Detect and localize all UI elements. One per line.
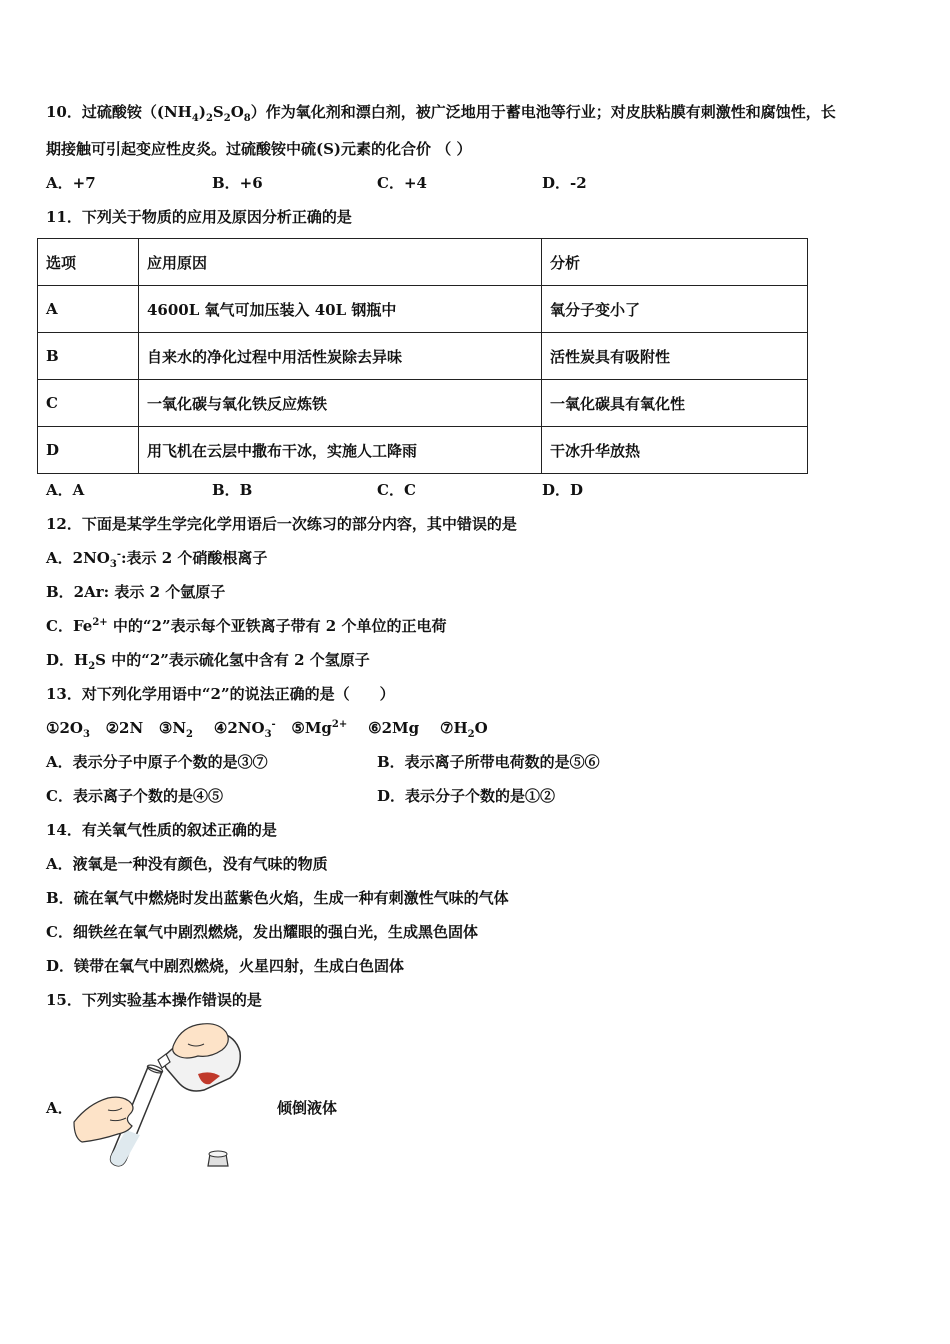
q13-items [46, 718, 488, 738]
q13-stem: 13．对下列化学用语中“2”的说法正确的是（ ） [46, 685, 395, 703]
q12-stem: 12．下面是某学生学完化学用语后一次练习的部分内容，其中错误的是 [46, 515, 517, 533]
q10-stem-line1: 10．过硫酸铵$((NH_4)_2S_2O_8)$作为氧化剂和漂白剂，被广泛地用于蓄电池等行业；对皮肤粘膜有刺激性和腐蚀性，长 [46, 103, 836, 124]
table-cell: D [38, 427, 139, 474]
q10-option-a: A．+7 [46, 174, 96, 192]
table-row [38, 380, 808, 427]
q13-option-a: A．表示分子中原子个数的是③⑦ [46, 753, 268, 771]
table-cell: 活性炭具有吸附性 [542, 333, 808, 380]
q13-item-2: ②2N [105, 719, 144, 737]
q13-option-d: D．表示分子个数的是①② [377, 787, 556, 805]
table-row [38, 333, 808, 380]
table-header-cell: 应用原因 [139, 239, 542, 286]
table-cell: 一氧化碳具有氧化性 [542, 380, 808, 427]
q11-option-b: B．B [212, 481, 253, 499]
table-header-cell: 分析 [542, 239, 808, 286]
q12-option-d: D．$H_2S$ 中的“2”表示硫化氢中含有 2 个氢原子 [46, 651, 370, 672]
q14-option-c: C．细铁丝在氧气中剧烈燃烧，发出耀眼的强白光，生成黑色固体 [46, 923, 478, 941]
q13-item-5: $⑤Mg^{2+}$ [291, 719, 348, 737]
q13-item-7: $⑦H_2O$ [440, 719, 488, 740]
table-cell: 用飞机在云层中撒布干冰，实施人工降雨 [139, 427, 542, 474]
table-header-cell: 选项 [38, 239, 139, 286]
q12-option-c: C．$Fe^{2+}$ 中的“2”表示每个亚铁离子带有 2 个单位的正电荷 [46, 617, 447, 635]
table-cell: 氧分子变小了 [542, 286, 808, 333]
table-cell: 自来水的净化过程中用活性炭除去异味 [139, 333, 542, 380]
table-row [38, 427, 808, 474]
q13-item-1: $①2O_3$ [46, 719, 90, 740]
table-row [38, 286, 808, 333]
q15-stem: 15．下列实验基本操作错误的是 [46, 991, 262, 1009]
table-cell: A [38, 286, 139, 333]
q11-option-d: D．D [542, 481, 584, 499]
q13-option-b: B．表示离子所带电荷数的是⑤⑥ [377, 753, 600, 771]
q14-option-b: B．硫在氧气中燃烧时发出蓝紫色火焰，生成一种有刺激性气味的气体 [46, 889, 509, 907]
q11-option-c: C．C [377, 481, 416, 499]
q14-stem: 14．有关氧气性质的叙述正确的是 [46, 821, 277, 839]
q13-item-4: $④2NO_3^-$ [213, 719, 276, 740]
q15-option-a-caption: 倾倒液体 [277, 1099, 338, 1117]
q13-option-c: C．表示离子个数的是④⑤ [46, 787, 223, 805]
q11-option-a: A．A [46, 481, 85, 499]
stopper-icon [208, 1151, 228, 1166]
pouring-liquid-illustration [70, 1022, 250, 1172]
table-header-row [38, 239, 808, 286]
q11-table [37, 238, 808, 474]
q15-option-a-label: A． [46, 1099, 73, 1117]
q13-item-3: $③N_2$ [158, 719, 194, 740]
q14-option-d: D．镁带在氧气中剧烈燃烧，火星四射，生成白色固体 [46, 957, 405, 975]
table-cell: 4600L 氧气可加压装入 40L 钢瓶中 [139, 286, 542, 333]
table-cell: 干冰升华放热 [542, 427, 808, 474]
q11-stem: 11．下列关于物质的应用及原因分析正确的是 [46, 208, 352, 226]
q12-option-a: A．$2NO_3^-$:表示 2 个硝酸根离子 [46, 549, 268, 570]
q14-option-a: A．液氧是一种没有颜色，没有气味的物质 [46, 855, 328, 873]
q10-option-b: B．+6 [212, 174, 263, 192]
q10-option-d: D．-2 [542, 174, 587, 192]
table-cell: 一氧化碳与氧化铁反应炼铁 [139, 380, 542, 427]
q13-item-6: ⑥2Mg [368, 719, 420, 737]
table-cell: C [38, 380, 139, 427]
table-cell: B [38, 333, 139, 380]
q10-option-c: C．+4 [377, 174, 427, 192]
q12-option-b: B．2Ar: 表示 2 个氩原子 [46, 583, 226, 601]
q10-stem-line2: 期接触可引起变应性皮炎。过硫酸铵中硫(S)元素的化合价 （ ） [46, 140, 472, 158]
